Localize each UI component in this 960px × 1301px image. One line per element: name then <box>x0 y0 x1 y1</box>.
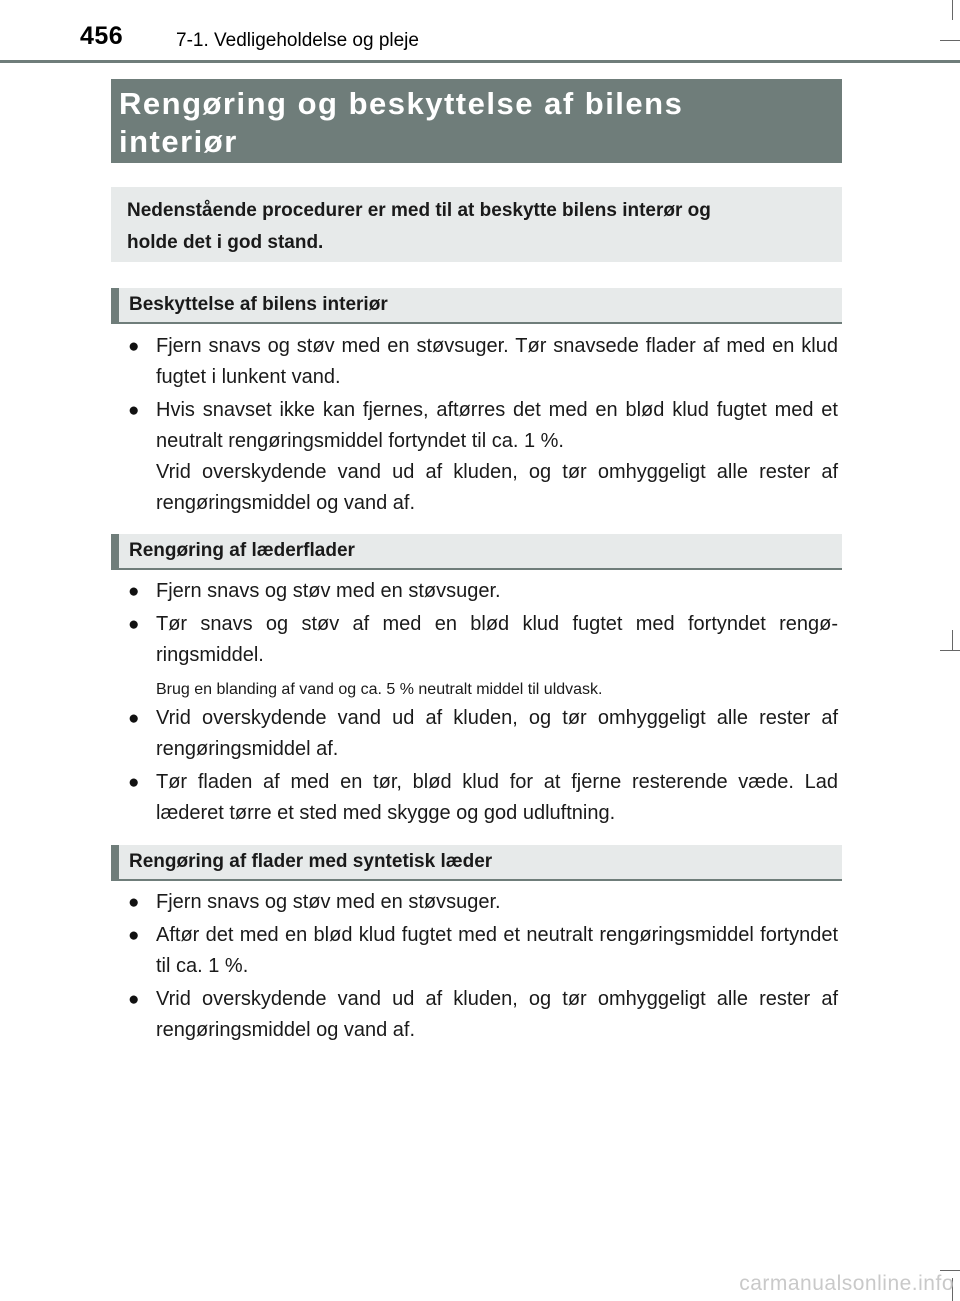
list-item-text: Vrid overskydende vand ud af kluden, og tør omhyggeligt alle rester af rengøringsmiddel og vand af. <box>156 988 838 1041</box>
list-item-text: Fjern snavs og støv med en støvsuger. <box>156 891 501 913</box>
list-item-text: Fjern snavs og støv med en støvsuger. Tør snavsede flader af med en klud fugtet i lunkent vand. <box>156 335 838 388</box>
note-text: Brug en blanding af vand og ca. 5 % neutralt middel til uldvask. <box>156 681 603 698</box>
crop-mark-mid <box>940 650 960 651</box>
bullet-list-leather-continued <box>128 703 838 829</box>
section-heading-text: Beskyttelse af bilens interiør <box>129 294 388 315</box>
section-heading-text: Rengøring af læderflader <box>129 540 355 561</box>
page-title <box>119 85 834 161</box>
bullet-icon: ● <box>128 892 140 913</box>
intro-text <box>127 195 830 259</box>
list-item-text: Tør snavs og støv af med en blød klud fugtet med fortyndet rengø-ringsmiddel. <box>156 613 838 666</box>
title-block <box>111 79 842 163</box>
crop-mark-top-right <box>940 40 960 41</box>
list-item <box>128 331 838 393</box>
list-item <box>128 920 838 982</box>
page-title-line2: interiør <box>119 124 238 159</box>
bullet-list-leather <box>128 576 838 671</box>
bullet-list-protection <box>128 331 838 519</box>
list-item <box>128 395 838 519</box>
crop-mark-mid-upper <box>952 630 953 650</box>
section-heading-synthetic-leather <box>111 845 842 881</box>
list-item-extra: Vrid overskydende vand ud af kluden, og tør omhyggeligt alle rester af rengøringsmiddel og vand af. <box>156 461 838 514</box>
bullet-icon: ● <box>128 336 140 357</box>
bullet-icon: ● <box>128 708 140 729</box>
list-item <box>128 887 838 918</box>
page-title-line1: Rengøring og beskyttelse af bilens <box>119 86 684 121</box>
list-item-text: Aftør det med en blød klud fugtet med et neutralt rengøringsmiddel fortyndet til ca. 1 %. <box>156 924 838 977</box>
bullet-icon: ● <box>128 614 140 635</box>
list-item <box>128 984 838 1046</box>
list-item <box>128 609 838 671</box>
list-item-text: Hvis snavset ikke kan fjernes, aftørres det med en blød klud fugtet med et neutralt rengøringsmiddel fortyndet til ca. 1 %. <box>156 399 838 452</box>
bullet-icon: ● <box>128 400 140 421</box>
bullet-list-synthetic-leather <box>128 887 838 1046</box>
list-item <box>128 767 838 829</box>
chapter-title: 7-1. Vedligeholdelse og pleje <box>176 30 419 51</box>
section-heading-protection <box>111 288 842 324</box>
list-item-text: Tør fladen af med en tør, blød klud for at fjerne resterende væde. Lad læderet tørre et sted med skygge og god udluftning. <box>156 771 838 824</box>
bullet-icon: ● <box>128 989 140 1010</box>
crop-mark-bottom <box>940 1270 960 1271</box>
list-item <box>128 576 838 607</box>
header-rule <box>0 60 960 63</box>
section-heading-leather <box>111 534 842 570</box>
bullet-icon: ● <box>128 581 140 602</box>
bullet-icon: ● <box>128 772 140 793</box>
page-number: 456 <box>80 22 124 50</box>
section-bar <box>111 534 119 568</box>
bullet-icon: ● <box>128 925 140 946</box>
intro-line2: holde det i god stand. <box>127 232 324 253</box>
list-item-text: Vrid overskydende vand ud af kluden, og tør omhyggeligt alle rester af rengøringsmiddel af. <box>156 707 838 760</box>
section-bar <box>111 845 119 879</box>
list-item-text: Fjern snavs og støv med en støvsuger. <box>156 580 501 602</box>
section-bar <box>111 288 119 322</box>
intro-line1: Nedenstående procedurer er med til at beskytte bilens interør og <box>127 200 711 221</box>
section-heading-text: Rengøring af flader med syntetisk læder <box>129 851 493 872</box>
watermark: carmanualsonline.info <box>739 1272 954 1295</box>
crop-mark-top <box>952 0 953 20</box>
list-item <box>128 703 838 765</box>
intro-box <box>111 187 842 262</box>
